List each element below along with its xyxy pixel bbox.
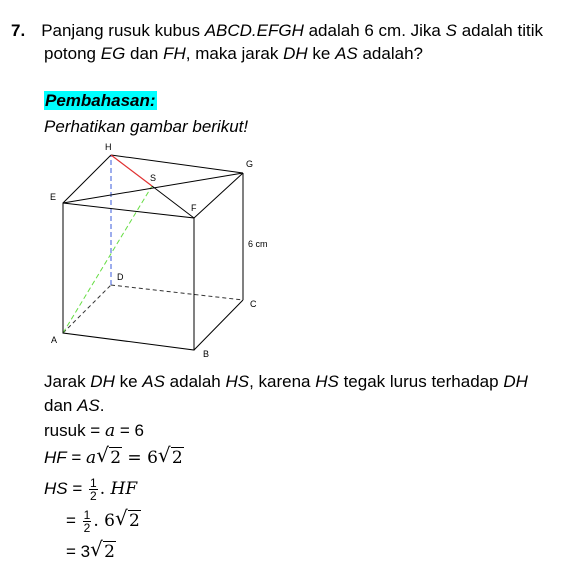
segment-SF [152, 186, 194, 218]
fraction-half: $\frac{1}{2}$ [83, 508, 91, 536]
explanation-line-2: dan AS. [44, 396, 105, 415]
label-G: G [246, 159, 254, 169]
problem-line-2: potong EG dan FH, maka jarak DH ke AS adalah? [44, 44, 423, 63]
edge-CB [194, 300, 243, 350]
edge-DC-hidden [111, 285, 243, 300]
label-edge-length: 6 cm [248, 239, 268, 249]
sqrt-symbol: √ 2 [90, 537, 115, 562]
label-D: D [117, 272, 124, 282]
label-F: F [191, 203, 197, 213]
equation-hs-2: = $\frac{1}{2}$ . 6 √ 2 [66, 506, 140, 536]
label-B: B [203, 349, 210, 359]
solution-heading-wrap [44, 90, 157, 112]
sqrt-symbol: √ 2 [157, 443, 183, 468]
equation-rusuk: rusuk = a = 6 [44, 421, 144, 441]
problem-number: 7. [11, 21, 26, 40]
label-H: H [105, 142, 112, 152]
explanation-line-1: Jarak DH ke AS adalah HS, karena HS tegak lurus terhadap DH [44, 372, 528, 391]
label-S: S [150, 173, 157, 183]
label-E: E [50, 192, 57, 202]
equation-hs-3: = 3 √ 2 [66, 537, 115, 562]
fraction-half: $\frac{1}{2}$ [90, 476, 97, 504]
problem-line-1: 7. Panjang rusuk kubus ABCD.EFGH adalah 6 cm. Jika S adalah titik [11, 21, 543, 40]
equation-hf: HF = a √ 2 = 6 √ 2 [44, 443, 183, 468]
edge-AD-hidden [63, 285, 111, 333]
label-C: C [250, 299, 257, 309]
equation-hs-1: HS = $\frac{1}{2}$ . HF [44, 476, 138, 504]
sqrt-symbol: √ 2 [114, 506, 140, 531]
cube-figure [40, 140, 280, 365]
label-A: A [51, 335, 58, 345]
solution-intro: Perhatikan gambar berikut! [44, 117, 249, 136]
front-face [63, 203, 194, 350]
sqrt-symbol: √ 2 [96, 443, 122, 468]
solution-heading: Pembahasan: [45, 91, 156, 110]
